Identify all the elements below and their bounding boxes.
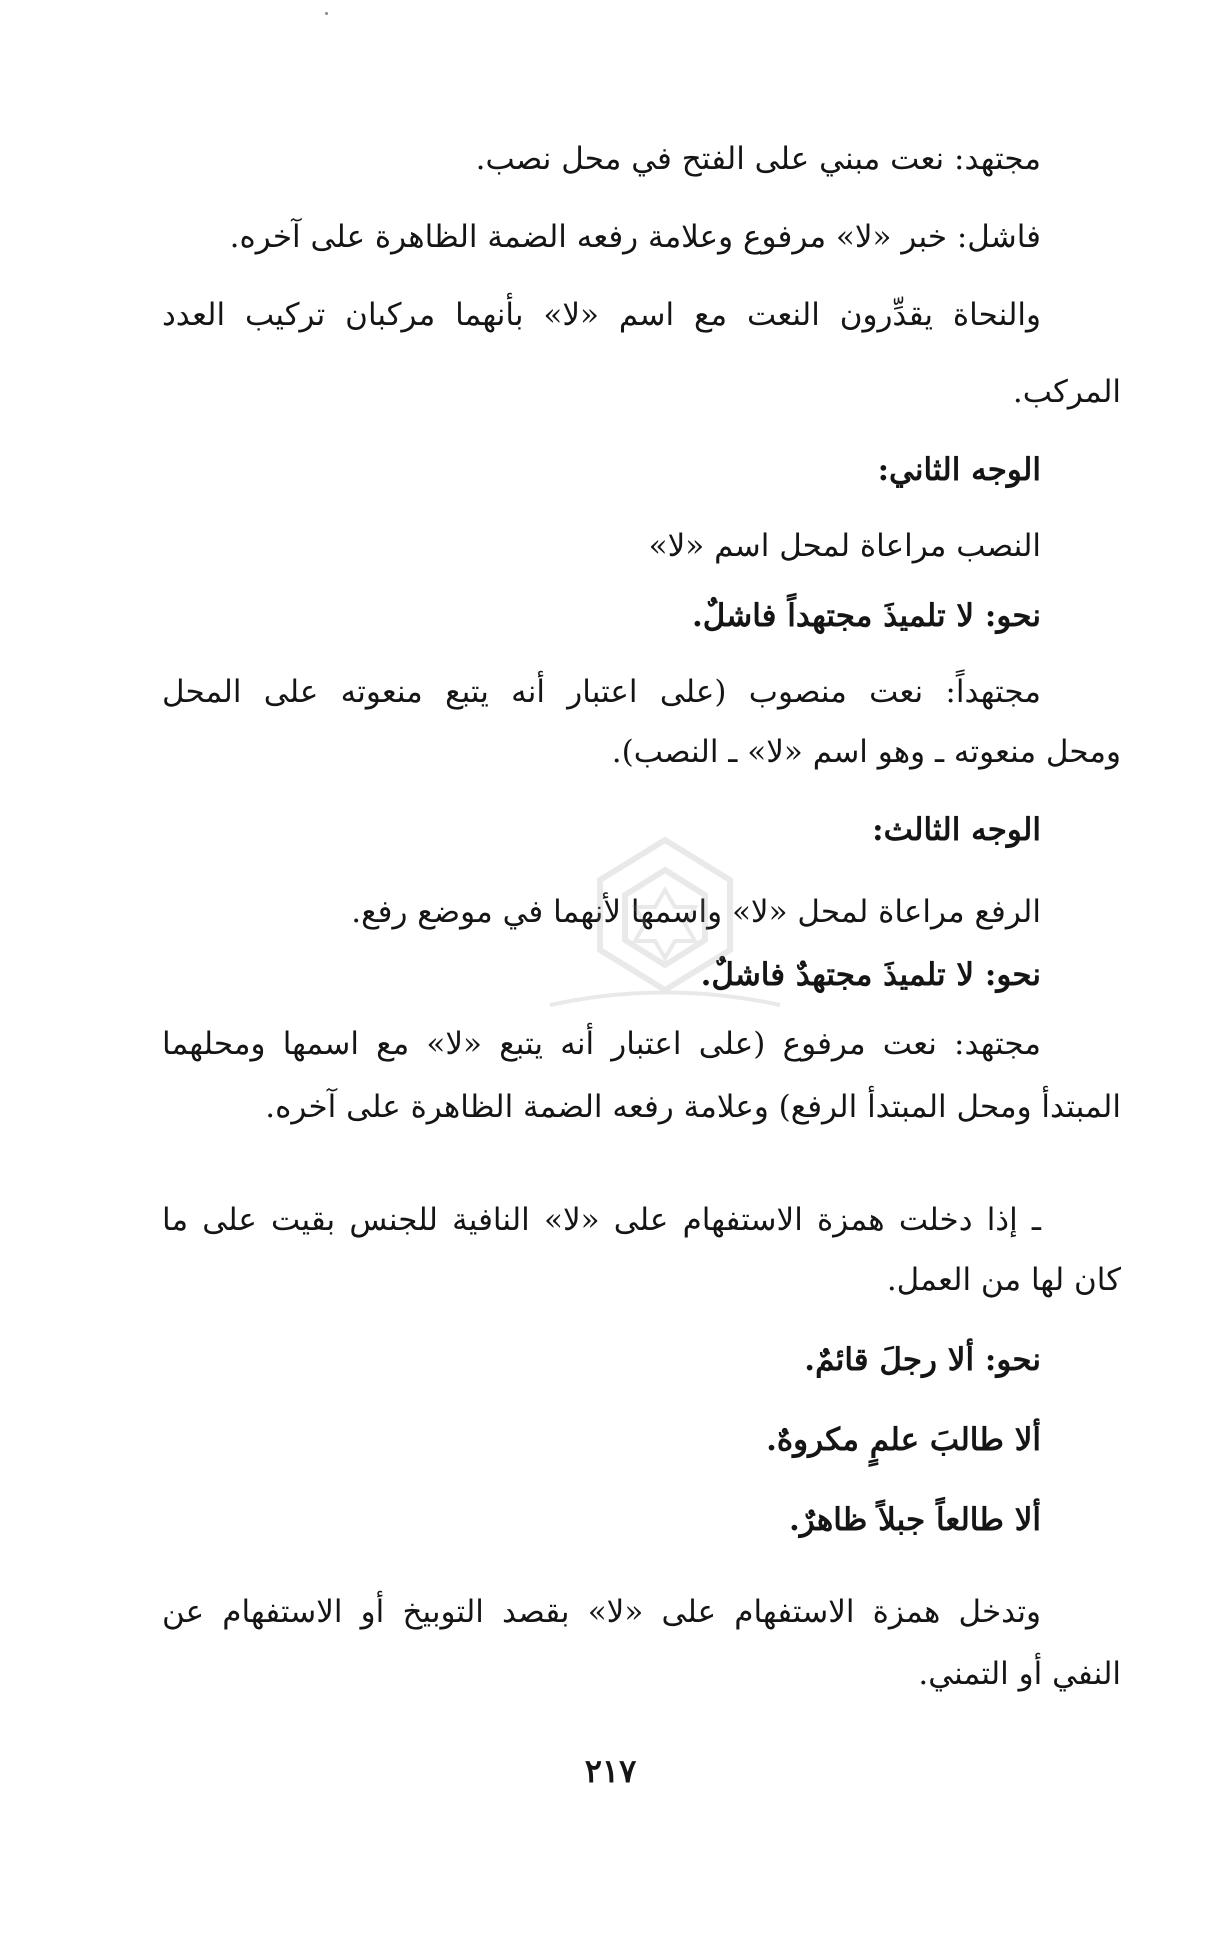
paragraph-line: فاشل: خبر «لا» مرفوع وعلامة رفعه الضمة الظاهرة على آخره. — [229, 219, 1041, 255]
paragraph-line: والنحاة يقدِّرون النعت مع اسم «لا» بأنهما مركبان تركيب العدد — [162, 297, 1041, 333]
paragraph-line: وتدخل همزة الاستفهام على «لا» بقصد التوبيخ أو الاستفهام عن — [162, 1594, 1041, 1630]
section-heading: الوجه الثالث: — [872, 812, 1041, 848]
paragraph-line: الرفع مراعاة لمحل «لا» واسمها لأنهما في موضع رفع. — [351, 894, 1041, 930]
paragraph-line: مجتهد: نعت مرفوع (على اعتبار أنه يتبع «لا» مع اسمها ومحلهما — [162, 1026, 1041, 1062]
paragraph-line: المبتدأ ومحل المبتدأ الرفع) وعلامة رفعه الضمة الظاهرة على آخره. — [265, 1089, 1121, 1125]
paragraph-line: مجتهداً: نعت منصوب (على اعتبار أنه يتبع منعوته على المحل — [162, 674, 1041, 710]
example-line: نحو: ألا رجلَ قائمٌ. — [804, 1342, 1041, 1378]
institution-seal-icon — [540, 830, 790, 1020]
example-line: نحو: لا تلميذَ مجتهداً فاشلٌ. — [691, 598, 1041, 634]
paragraph-line: النصب مراعاة لمحل اسم «لا» — [648, 528, 1041, 564]
scan-speck — [325, 12, 328, 15]
example-line: ألا طالعاً جبلاً ظاهرٌ. — [788, 1502, 1041, 1538]
paragraph-line: كان لها من العمل. — [886, 1262, 1121, 1298]
example-line: نحو: لا تلميذَ مجتهدٌ فاشلٌ. — [700, 957, 1041, 993]
paragraph-line: المركب. — [1012, 374, 1121, 410]
page-number: ٢١٧ — [584, 1752, 637, 1790]
section-heading: الوجه الثاني: — [877, 452, 1041, 488]
example-line: ألا طالبَ علمٍ مكروهٌ. — [766, 1422, 1041, 1458]
paragraph-line: مجتهد: نعت مبني على الفتح في محل نصب. — [475, 141, 1041, 177]
paragraph-line: ومحل منعوته ـ وهو اسم «لا» ـ النصب). — [611, 734, 1121, 770]
paragraph-line: ـ إذا دخلت همزة الاستفهام على «لا» النافية للجنس بقيت على ما — [162, 1202, 1041, 1238]
paragraph-line: النفي أو التمني. — [918, 1656, 1121, 1692]
